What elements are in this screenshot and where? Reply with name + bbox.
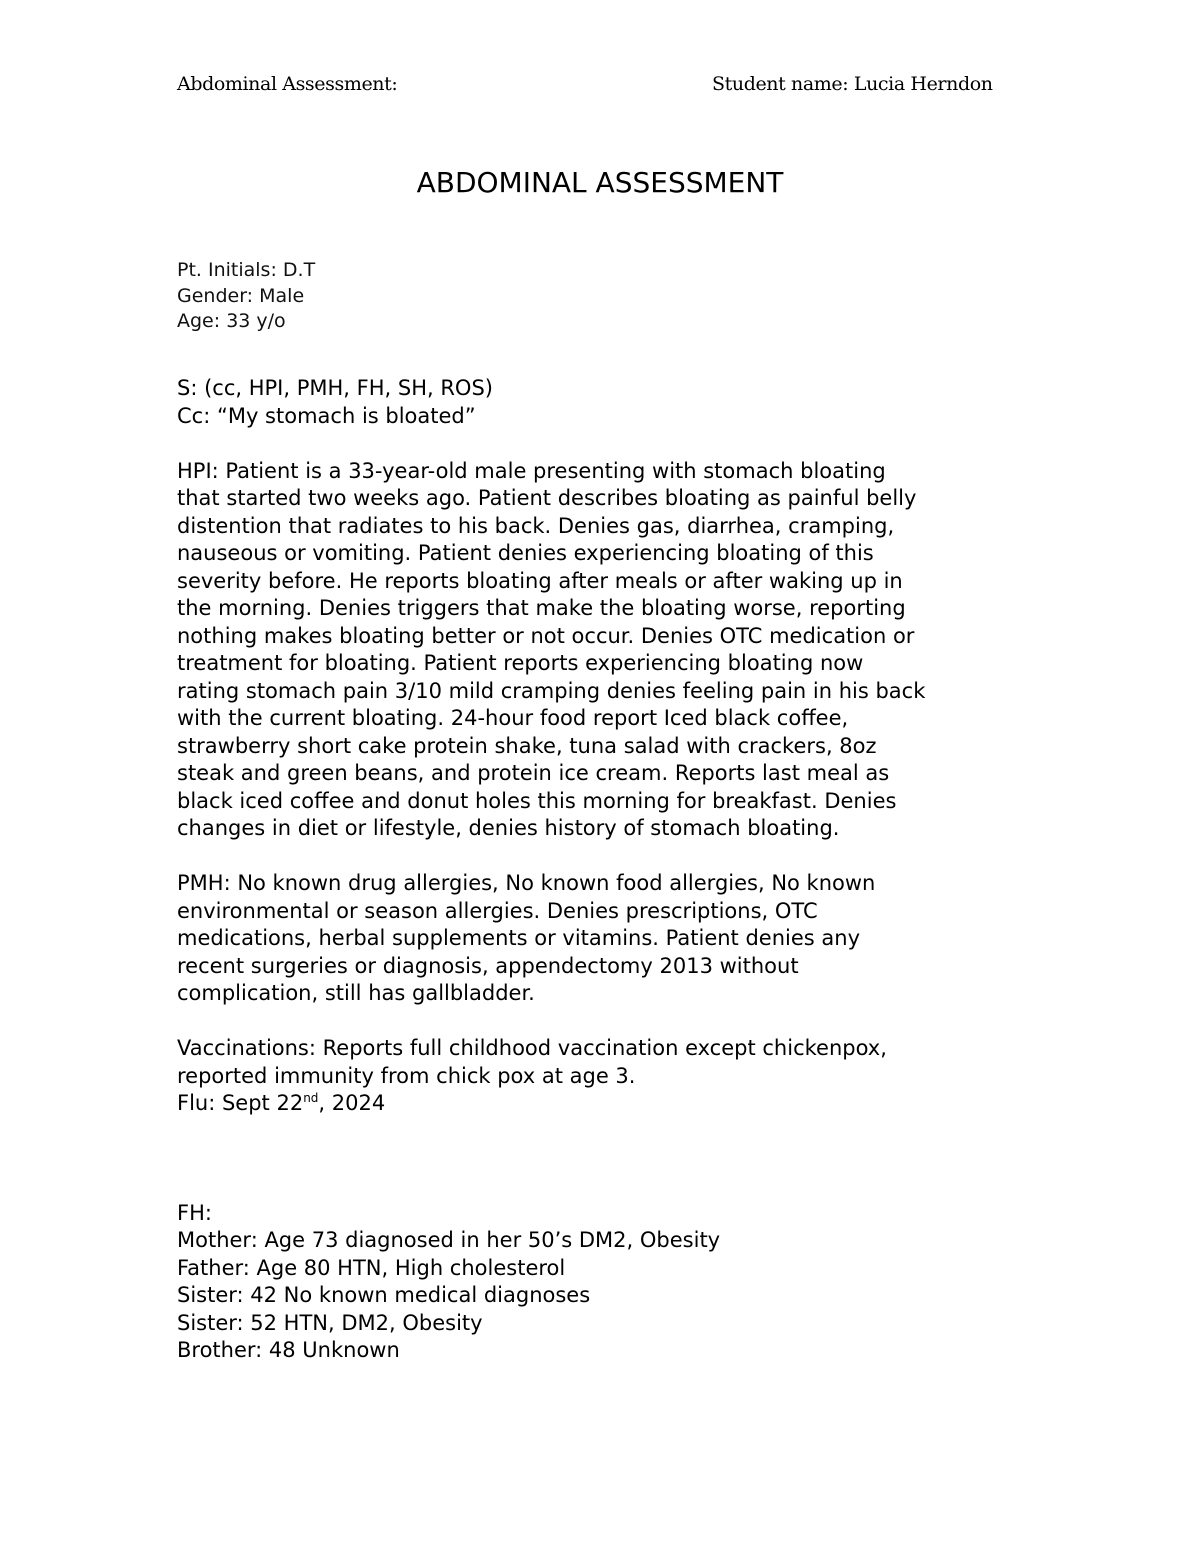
patient-age: Age: 33 y/o <box>177 310 286 332</box>
hpi-line: black iced coffee and donut holes this morning for breakfast. Denies <box>177 788 897 813</box>
patient-gender: Gender: Male <box>177 284 305 307</box>
pmh-line: PMH: No known drug allergies, No known food allergies, No known <box>177 871 876 895</box>
fh-heading: FH: <box>177 1200 212 1225</box>
hpi-line: strawberry short cake protein shake, tuna salad with crackers, 8oz <box>177 733 877 758</box>
header-student-name: Student name: Lucia Herndon <box>712 73 993 95</box>
vaccinations-line: Vaccinations: Reports full childhood vaccination except chickenpox, <box>177 1036 887 1060</box>
fh-member: Sister: 42 No known medical diagnoses <box>177 1283 591 1307</box>
subjective-heading: S: (cc, HPI, PMH, FH, SH, ROS) <box>177 376 493 400</box>
fh-member: Mother: Age 73 diagnosed in her 50’s DM2, Obesity <box>177 1228 721 1252</box>
fh-member: Father: Age 80 HTN, High cholesterol <box>177 1255 566 1280</box>
flu-date-ordinal: nd <box>303 1091 319 1105</box>
fh-member: Brother: 48 Unknown <box>177 1338 400 1362</box>
pmh-line: environmental or season allergies. Denies prescriptions, OTC <box>177 898 818 923</box>
hpi-line: with the current bloating. 24-hour food report Iced black coffee, <box>177 706 849 730</box>
hpi-line: the morning. Denies triggers that make the bloating worse, reporting <box>177 596 906 620</box>
header-title: Abdominal Assessment: <box>177 73 398 95</box>
hpi-line: HPI: Patient is a 33-year-old male presenting with stomach bloating <box>177 458 886 483</box>
patient-initials: Pt. Initials: D.T <box>177 259 316 281</box>
patient-demographics <box>177 258 1037 335</box>
hpi-line: that started two weeks ago. Patient describes bloating as painful belly <box>177 486 917 510</box>
vaccinations-line: reported immunity from chick pox at age 3. <box>177 1063 636 1088</box>
hpi-line: changes in diet or lifestyle, denies history of stomach bloating. <box>177 816 840 840</box>
page-title: ABDOMINAL ASSESSMENT <box>416 166 784 199</box>
hpi-line: severity before. He reports bloating after meals or after waking up in <box>177 568 903 593</box>
hpi-line: nauseous or vomiting. Patient denies experiencing bloating of this <box>177 541 874 565</box>
hpi-line: rating stomach pain 3/10 mild cramping denies feeling pain in his back <box>177 678 926 703</box>
hpi-line: distention that radiates to his back. Denies gas, diarrhea, cramping, <box>177 513 895 538</box>
fh-member: Sister: 52 HTN, DM2, Obesity <box>177 1310 483 1335</box>
hpi-paragraph <box>177 458 1037 843</box>
pmh-line: medications, herbal supplements or vitamins. Patient denies any <box>177 926 860 950</box>
hpi-line: nothing makes bloating better or not occur. Denies OTC medication or <box>177 623 915 648</box>
chief-complaint: Cc: “My stomach is bloated” <box>177 403 476 428</box>
hpi-line: steak and green beans, and protein ice cream. Reports last meal as <box>177 761 890 785</box>
pmh-paragraph <box>177 870 1037 1008</box>
hpi-line: treatment for bloating. Patient reports experiencing bloating now <box>177 651 864 675</box>
vaccinations-paragraph <box>177 1035 1037 1118</box>
assessment-body <box>177 375 1037 1365</box>
flu-date-prefix: Flu: Sept 22 <box>177 1091 304 1115</box>
pmh-line: complication, still has gallbladder. <box>177 981 535 1005</box>
flu-date-year: , 2024 <box>318 1091 386 1115</box>
flu-vaccine-line <box>177 1090 1037 1118</box>
pmh-line: recent surgeries or diagnosis, appendectomy 2013 without <box>177 953 799 978</box>
family-history <box>177 1200 1037 1365</box>
